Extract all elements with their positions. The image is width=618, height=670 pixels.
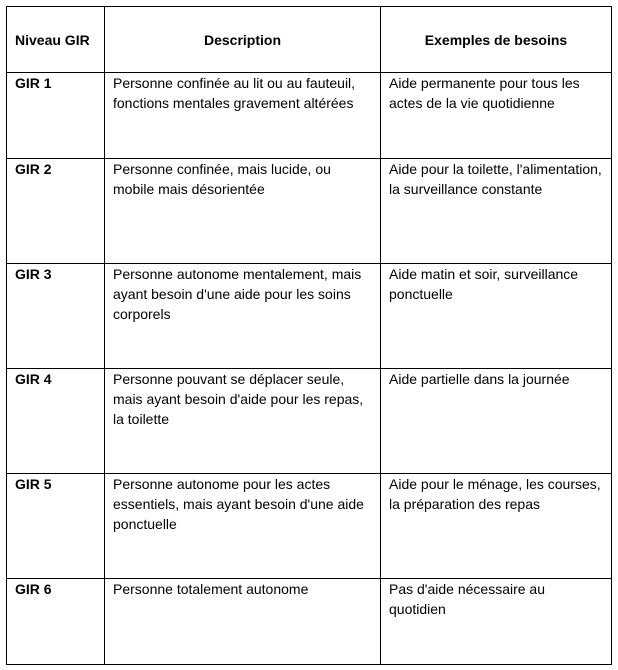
table-row [7,474,612,579]
table-header [7,7,612,73]
cell-level: GIR 3 [7,264,105,369]
table-body [7,73,612,665]
table-row [7,579,612,665]
cell-description: Personne confinée au lit ou au fauteuil, fonctions mentales gravement altérées [105,73,381,159]
cell-description: Personne pouvant se déplacer seule, mais ayant besoin d'aide pour les repas, la toilette [105,369,381,474]
cell-examples: Pas d'aide nécessaire au quotidien [381,579,612,665]
table-row [7,159,612,264]
cell-level: GIR 6 [7,579,105,665]
header-examples: Exemples de besoins [381,7,612,73]
table-row [7,73,612,159]
cell-description: Personne autonome mentalement, mais ayant besoin d'une aide pour les soins corporels [105,264,381,369]
table-row [7,264,612,369]
cell-description: Personne autonome pour les actes essentiels, mais ayant besoin d'une aide ponctuelle [105,474,381,579]
cell-level: GIR 1 [7,73,105,159]
cell-examples: Aide pour la toilette, l'alimentation, la surveillance constante [381,159,612,264]
header-row [7,7,612,73]
header-description: Description [105,7,381,73]
gir-table [6,6,612,665]
cell-level: GIR 2 [7,159,105,264]
cell-level: GIR 5 [7,474,105,579]
table-row [7,369,612,474]
cell-level: GIR 4 [7,369,105,474]
cell-examples: Aide matin et soir, surveillance ponctuelle [381,264,612,369]
cell-description: Personne totalement autonome [105,579,381,665]
header-level: Niveau GIR [7,7,105,73]
cell-examples: Aide partielle dans la journée [381,369,612,474]
cell-examples: Aide pour le ménage, les courses, la préparation des repas [381,474,612,579]
cell-description: Personne confinée, mais lucide, ou mobile mais désorientée [105,159,381,264]
cell-examples: Aide permanente pour tous les actes de la vie quotidienne [381,73,612,159]
